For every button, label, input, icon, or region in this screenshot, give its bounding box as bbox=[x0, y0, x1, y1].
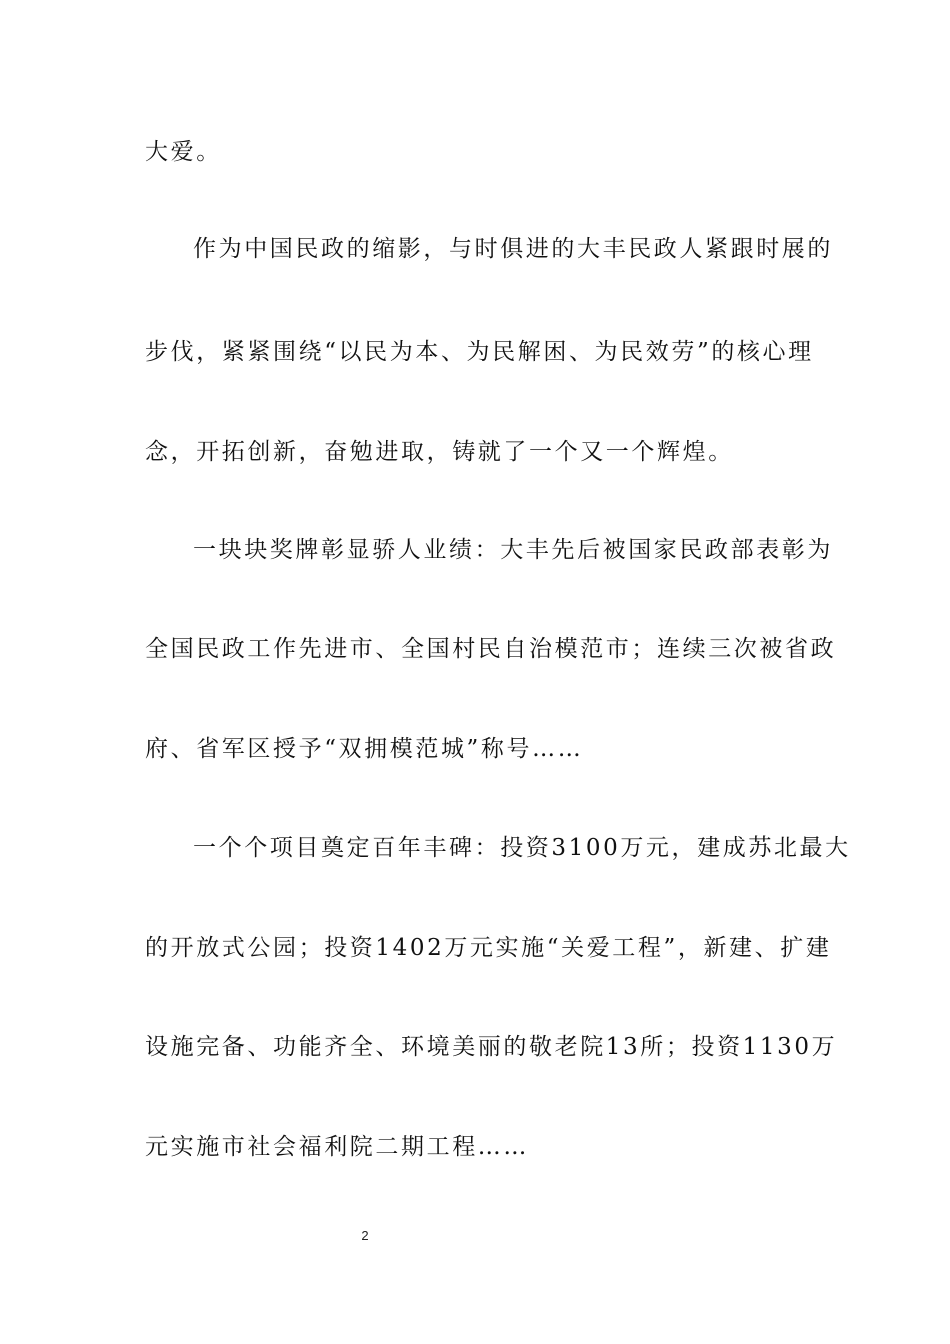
paragraph-start: 作为中国民政的缩影，与时俱进的大丰民政人紧跟时展的 bbox=[193, 236, 833, 262]
text-line: 的开放式公园；投资1402万元实施“关爱工程”，新建、扩建 bbox=[145, 935, 832, 961]
text-line: 全国民政工作先进市、全国村民自治模范市；连续三次被省政 bbox=[145, 636, 837, 662]
text-line: 设施完备、功能齐全、环境美丽的敬老院13所；投资1130万 bbox=[145, 1034, 838, 1060]
text-line: 大爱。 bbox=[145, 139, 222, 165]
paragraph-start: 一个个项目奠定百年丰碑：投资3100万元，建成苏北最大 bbox=[193, 835, 851, 861]
page-number: 2 bbox=[361, 1228, 369, 1243]
text-line: 元实施市社会福利院二期工程…… bbox=[145, 1134, 529, 1160]
text-line: 念，开拓创新，奋勉进取，铸就了一个又一个辉煌。 bbox=[145, 439, 734, 465]
text-line: 府、省军区授予“双拥模范城”称号…… bbox=[145, 736, 584, 762]
text-line: 步伐，紧紧围绕“以民为本、为民解困、为民效劳”的核心理 bbox=[145, 339, 814, 365]
paragraph-start: 一块块奖牌彰显骄人业绩：大丰先后被国家民政部表彰为 bbox=[193, 537, 833, 563]
